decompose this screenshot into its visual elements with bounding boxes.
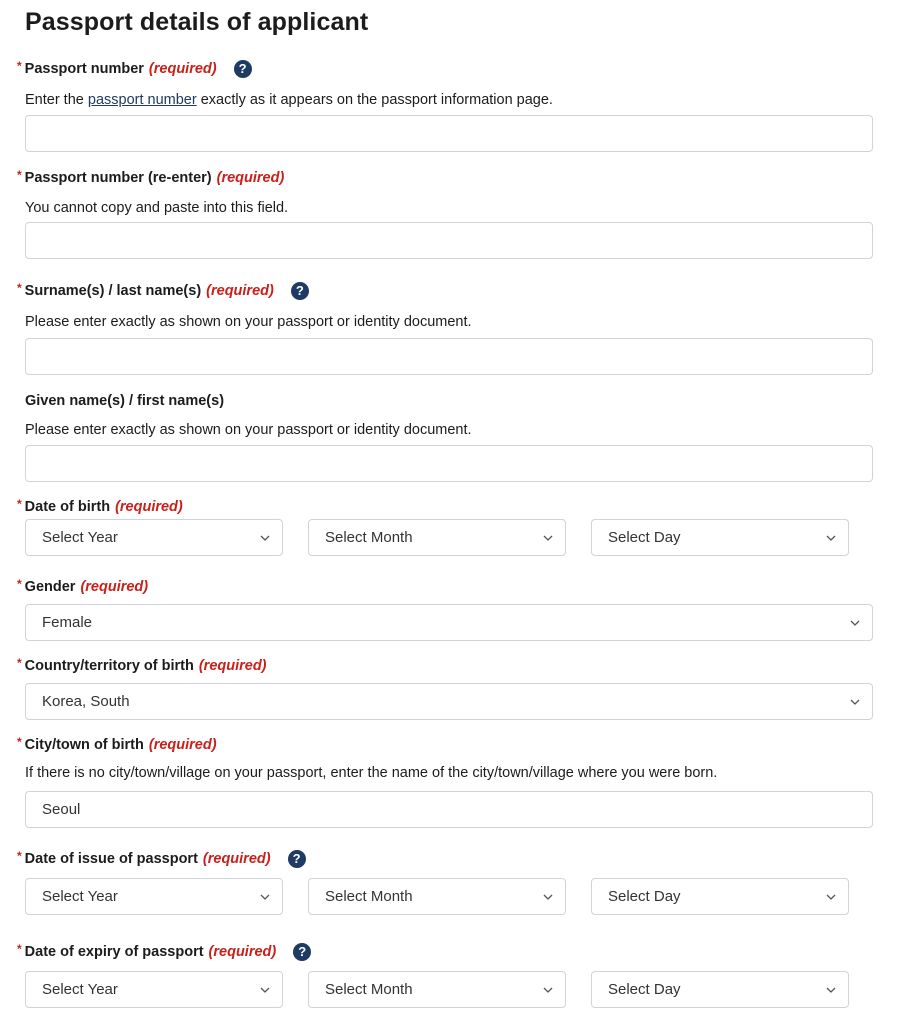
hint-text: exactly as it appears on the passport information page. (196, 92, 553, 108)
issue-day-select[interactable] (591, 878, 849, 915)
country-of-birth-label-text: Country/territory of birth (24, 658, 194, 674)
country-of-birth-label (17, 658, 267, 674)
gender-label (17, 579, 148, 595)
expiry-year-value: Select Year (42, 981, 118, 998)
issue-month-select[interactable] (308, 878, 566, 915)
city-of-birth-input[interactable]: Seoul (25, 791, 873, 828)
expiry-day-value: Select Day (608, 981, 681, 998)
city-of-birth-label-text: City/town of birth (24, 737, 144, 753)
chevron-down-icon (826, 892, 836, 902)
chevron-down-icon (826, 985, 836, 995)
required-text: (required) (216, 170, 285, 186)
date-of-expiry-label (17, 943, 311, 961)
passport-number-reenter-label (17, 170, 284, 186)
passport-number-label (17, 60, 252, 78)
chevron-down-icon (543, 892, 553, 902)
birth-year-value: Select Year (42, 529, 118, 546)
chevron-down-icon (543, 533, 553, 543)
required-text: (required) (202, 851, 271, 867)
required-text: (required) (198, 658, 267, 674)
help-icon[interactable]: ? (291, 282, 309, 300)
city-of-birth-label (17, 737, 217, 753)
chevron-down-icon (850, 618, 860, 628)
surname-input[interactable] (25, 338, 873, 375)
given-name-hint: Please enter exactly as shown on your passport or identity document. (25, 422, 472, 438)
given-name-label (25, 393, 224, 409)
required-text: (required) (206, 283, 274, 299)
passport-number-label-text: Passport number (24, 61, 144, 77)
birth-month-value: Select Month (325, 529, 413, 546)
required-text: (required) (208, 944, 277, 960)
birth-month-select[interactable] (308, 519, 566, 556)
surname-hint: Please enter exactly as shown on your passport or identity document. (25, 314, 472, 330)
date-of-issue-label-text: Date of issue of passport (24, 851, 198, 867)
date-of-birth-label (17, 499, 183, 515)
required-text: (required) (80, 579, 149, 595)
required-asterisk: * (17, 168, 22, 182)
birth-day-value: Select Day (608, 529, 681, 546)
issue-year-value: Select Year (42, 888, 118, 905)
country-of-birth-value: Korea, South (42, 693, 130, 710)
required-asterisk: * (17, 849, 22, 863)
chevron-down-icon (260, 892, 270, 902)
required-asterisk: * (17, 735, 22, 749)
expiry-year-select[interactable] (25, 971, 283, 1008)
chevron-down-icon (260, 985, 270, 995)
help-icon[interactable]: ? (293, 943, 311, 961)
required-asterisk: * (17, 656, 22, 670)
required-text: (required) (115, 499, 183, 515)
gender-select[interactable] (25, 604, 873, 641)
passport-number-reenter-input[interactable] (25, 222, 873, 259)
gender-label-text: Gender (24, 579, 76, 595)
gender-value: Female (42, 614, 93, 631)
date-of-issue-label (17, 850, 306, 868)
required-text: (required) (148, 737, 217, 753)
required-text: (required) (148, 61, 217, 77)
chevron-down-icon (260, 533, 270, 543)
help-icon[interactable]: ? (234, 60, 252, 78)
required-asterisk: * (17, 577, 22, 591)
chevron-down-icon (826, 533, 836, 543)
passport-number-hint (25, 92, 553, 108)
passport-number-reenter-label-text: Passport number (re-enter) (24, 170, 212, 186)
expiry-month-value: Select Month (325, 981, 413, 998)
expiry-day-select[interactable] (591, 971, 849, 1008)
required-asterisk: * (17, 942, 22, 956)
given-name-input[interactable] (25, 445, 873, 482)
given-name-label-text: Given name(s) / first name(s) (25, 393, 225, 409)
birth-year-select[interactable] (25, 519, 283, 556)
chevron-down-icon (850, 697, 860, 707)
passport-number-input[interactable] (25, 115, 873, 152)
country-of-birth-select[interactable] (25, 683, 873, 720)
date-of-expiry-label-text: Date of expiry of passport (24, 944, 204, 960)
date-of-birth-label-text: Date of birth (24, 499, 111, 515)
help-icon[interactable]: ? (288, 850, 306, 868)
chevron-down-icon (543, 985, 553, 995)
surname-label-text: Surname(s) / last name(s) (24, 283, 202, 299)
expiry-month-select[interactable] (308, 971, 566, 1008)
passport-number-link[interactable]: passport number (87, 92, 197, 108)
surname-label (17, 282, 309, 300)
hint-text: Enter the (25, 92, 88, 108)
issue-day-value: Select Day (608, 888, 681, 905)
issue-month-value: Select Month (325, 888, 413, 905)
passport-number-reenter-hint: You cannot copy and paste into this field. (25, 200, 289, 216)
required-asterisk: * (17, 59, 22, 73)
required-asterisk: * (17, 281, 22, 295)
birth-day-select[interactable] (591, 519, 849, 556)
required-asterisk: * (17, 497, 22, 511)
city-of-birth-hint: If there is no city/town/village on your passport, enter the name of the city/town/village where you were born. (25, 765, 718, 781)
page-title: Passport details of applicant (25, 8, 369, 36)
issue-year-select[interactable] (25, 878, 283, 915)
